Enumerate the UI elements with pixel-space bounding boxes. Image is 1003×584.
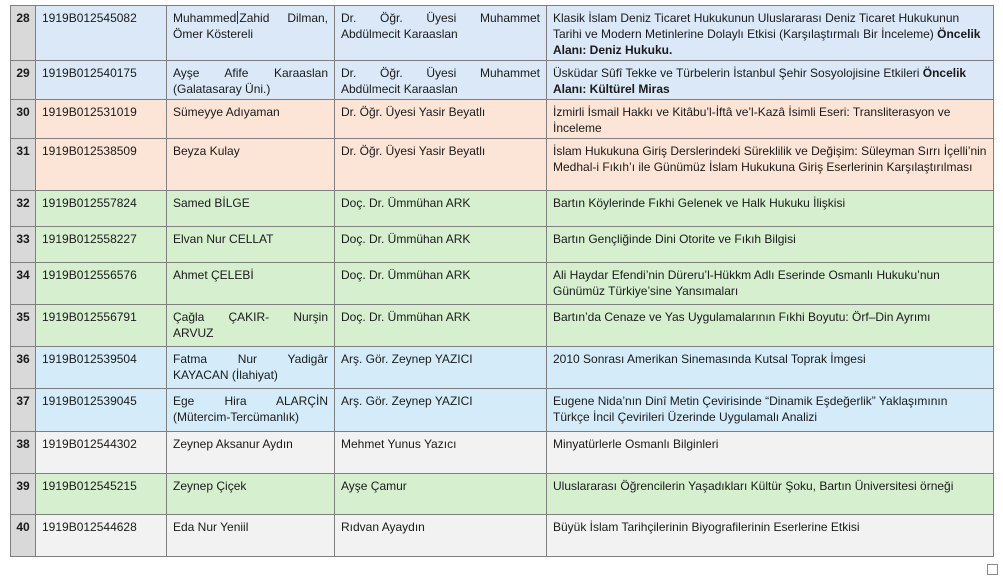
student-name[interactable]: Ahmet ÇELEBİ [167,263,335,305]
student-name[interactable]: Zeynep Aksanur Aydın [167,432,335,474]
project-title-text: Üsküdar Sûfî Tekke ve Türbelerin İstanbul Şehir Sosyolojisine Etkileri [553,66,923,80]
project-title[interactable]: Uluslararası Öğrencilerin Yaşadıkları Kültür Şoku, Bartın Üniversitesi örneği [547,474,994,515]
student-name[interactable]: Eda Nur Yeniil [167,515,335,557]
advisor-name[interactable]: Doç. Dr. Ümmühan ARK [335,191,547,227]
row-number: 28 [11,6,36,61]
project-id[interactable]: 1919B012556576 [36,263,167,305]
table-row [11,227,994,263]
advisor-name[interactable]: Dr. Öğr. Üyesi Muhammet Abdülmecit Karaaslan [335,61,547,100]
project-id[interactable]: 1919B012538509 [36,139,167,191]
project-title[interactable]: Bartın Köylerinde Fıkhi Gelenek ve Halk Hukuku İlişkisi [547,191,994,227]
project-title[interactable]: Ali Haydar Efendi’nin Düreru’l-Hükkm Adlı Eserinde Osmanlı Hukuku’nun Günümüz Türkiye’sine Yansımaları [547,263,994,305]
table-row [11,263,994,305]
table-row [11,139,994,191]
row-number: 32 [11,191,36,227]
row-number: 29 [11,61,36,100]
row-number: 30 [11,100,36,139]
table-row [11,305,994,347]
project-title[interactable]: Bartın Gençliğinde Dini Otorite ve Fıkıh Bilgisi [547,227,994,263]
project-title[interactable]: Eugene Nida’nın Dinî Metin Çevirisinde “Dinamik Eşdeğerlik” Yaklaşımının Türkçe İncil Çevirileri Üzerinde Uygulamalı Analizi [547,389,994,432]
table-row [11,347,994,389]
table-resize-handle[interactable] [987,564,998,575]
table-row [11,389,994,432]
row-number: 37 [11,389,36,432]
row-number: 40 [11,515,36,557]
project-id[interactable]: 1919B012531019 [36,100,167,139]
row-number: 35 [11,305,36,347]
advisor-name[interactable]: Ayşe Çamur [335,474,547,515]
row-number: 33 [11,227,36,263]
project-title[interactable] [547,61,994,100]
advisor-name[interactable]: Doç. Dr. Ümmühan ARK [335,305,547,347]
student-name[interactable]: Ege Hira ALARÇİN (Mütercim-Tercümanlık) [167,389,335,432]
advisor-name[interactable]: Rıdvan Ayaydın [335,515,547,557]
table-row [11,61,994,100]
project-title[interactable]: İslam Hukukuna Giriş Derslerindeki Süreklilik ve Değişim: Süleyman Sırrı İçelli’nin Medhal-i Fıkıh’ı ile Günümüz İslam Hukukuna Giriş Eserlerinin Karşılaştırılması [547,139,994,191]
student-name[interactable]: Fatma Nur Yadigâr KAYACAN (İlahiyat) [167,347,335,389]
student-name[interactable]: Ayşe Afife Karaaslan (Galatasaray Üni.) [167,61,335,100]
project-title[interactable]: İzmirli İsmail Hakkı ve Kitâbu’l-İftâ ve’l-Kazâ İsimli Eseri: Transliterasyon ve İnceleme [547,100,994,139]
project-id[interactable]: 1919B012544302 [36,432,167,474]
advisor-name[interactable]: Mehmet Yunus Yazıcı [335,432,547,474]
advisor-name[interactable]: Dr. Öğr. Üyesi Muhammet Abdülmecit Karaaslan [335,6,547,61]
project-id[interactable]: 1919B012545082 [36,6,167,61]
student-name-part: Zahid Dilman, Ömer Köstereli [173,11,328,41]
project-id[interactable]: 1919B012544628 [36,515,167,557]
row-number: 31 [11,139,36,191]
student-name[interactable]: Sümeyye Adıyaman [167,100,335,139]
table-row [11,432,994,474]
row-number: 36 [11,347,36,389]
student-name[interactable]: Zeynep Çiçek [167,474,335,515]
project-id[interactable]: 1919B012556791 [36,305,167,347]
advisor-name[interactable]: Doç. Dr. Ümmühan ARK [335,263,547,305]
project-title[interactable]: 2010 Sonrası Amerikan Sinemasında Kutsal Toprak İmgesi [547,347,994,389]
row-number: 39 [11,474,36,515]
priority-area: Öncelik Alanı: Kültürel Miras [553,66,967,96]
project-id[interactable]: 1919B012545215 [36,474,167,515]
table-row [11,6,994,61]
student-name[interactable] [167,6,335,61]
project-id[interactable]: 1919B012557824 [36,191,167,227]
advisor-name[interactable]: Arş. Gör. Zeynep YAZICI [335,347,547,389]
student-name[interactable]: Çağla ÇAKIR- Nurşin ARVUZ [167,305,335,347]
project-id[interactable]: 1919B012539045 [36,389,167,432]
student-name[interactable]: Beyza Kulay [167,139,335,191]
project-title[interactable] [547,6,994,61]
advisor-name[interactable]: Arş. Gör. Zeynep YAZICI [335,389,547,432]
project-id[interactable]: 1919B012539504 [36,347,167,389]
student-name[interactable]: Elvan Nur CELLAT [167,227,335,263]
advisor-name[interactable]: Doç. Dr. Ümmühan ARK [335,227,547,263]
row-number: 38 [11,432,36,474]
table-row [11,100,994,139]
advisor-name[interactable]: Dr. Öğr. Üyesi Yasir Beyatlı [335,139,547,191]
table-row [11,191,994,227]
project-title-text: Klasik İslam Deniz Ticaret Hukukunun Uluslararası Deniz Ticaret Hukukunun Tarihi ve Modern Metinlerine Dolaylı Etkisi (Karşılaştırmalı Bir İnceleme) [553,11,960,41]
project-id[interactable]: 1919B012558227 [36,227,167,263]
student-name-part: Muhammed [173,11,237,25]
project-title[interactable]: Büyük İslam Tarihçilerinin Biyografilerinin Eserlerine Etkisi [547,515,994,557]
advisor-name[interactable]: Dr. Öğr. Üyesi Yasir Beyatlı [335,100,547,139]
project-title[interactable]: Bartın’da Cenaze ve Yas Uygulamalarının Fıkhi Boyutu: Örf–Din Ayrımı [547,305,994,347]
row-number: 34 [11,263,36,305]
student-name[interactable]: Samed BİLGE [167,191,335,227]
table-row [11,515,994,557]
table-row [11,474,994,515]
project-table [10,5,994,557]
priority-area: Öncelik Alanı: Deniz Hukuku. [553,27,981,57]
project-title[interactable]: Minyatürlerle Osmanlı Bilginleri [547,432,994,474]
project-id[interactable]: 1919B012540175 [36,61,167,100]
